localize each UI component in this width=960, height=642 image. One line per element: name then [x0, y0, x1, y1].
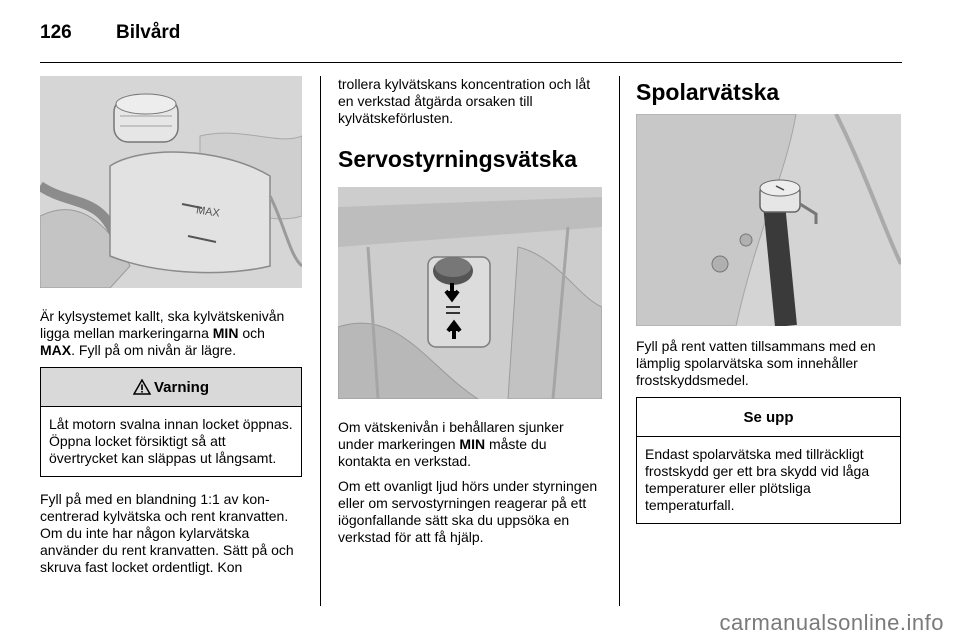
washer-fluid-heading: Spolarvätska — [636, 79, 780, 105]
page-number: 126 — [40, 22, 72, 43]
coolant-mix-text: Fyll på med en blandning 1:1 av koncentrerad kylvätska och rent kranvatten. Om du inte har någon kylarvätska använder du rent kranvatten. Sätt på och skruva fast locket ordentligt. Kon — [40, 491, 294, 575]
column-washer-fluid — [636, 76, 901, 534]
warning-body: Låt motorn svalna innan locket öppnas. Öppna locket försiktigt så att övertrycket kan släppas ut långsamt. — [49, 416, 293, 466]
coolant-level-text: Är kylsystemet kallt, ska kylvätskenivån ligga mellan markeringarna MIN och MAX. Fyll på om nivån är lägre. — [40, 308, 285, 358]
watermark: carmanualsonline.info — [719, 610, 944, 635]
column-power-steering — [338, 76, 602, 554]
column-divider — [619, 76, 620, 606]
caution-box — [636, 397, 901, 524]
power-steering-heading: Servostyrningsvätska — [338, 146, 578, 172]
power-steering-reservoir-illustration — [338, 187, 602, 399]
warning-title: Varning — [153, 378, 209, 396]
coolant-reservoir-illustration — [40, 76, 302, 288]
warning-box — [40, 367, 302, 477]
caution-body: Endast spolarvätska med tillräckligt frostskydd ger ett bra skydd vid låga temperaturer eller plötsliga temperaturfall. — [645, 446, 870, 513]
power-steering-noise-text: Om ett ovanligt ljud hörs under styrningen eller om servostyrningen reagerar på ett iögonfallande sätt ska du uppsöka en verkstad för att få hjälp. — [338, 478, 598, 545]
warning-triangle-icon — [133, 379, 151, 395]
washer-fluid-text: Fyll på rent vatten tillsammans med en lämplig spolarvätska som innehåller frostskyddsmedel. — [636, 338, 876, 388]
max-mark-label: MAX — [195, 204, 221, 220]
coolant-continued-text: trollera kylvätskans koncentration och låt en verkstad åtgärda orsaken till kylvätskeförlusten. — [338, 76, 591, 126]
power-steering-level-text: Om vätskenivån i behållaren sjunker under markeringen MIN måste du kontakta en verkstad. — [338, 419, 564, 469]
caution-header — [637, 398, 900, 437]
section-title: Bilvård — [116, 22, 181, 43]
washer-fluid-reservoir-illustration — [636, 114, 901, 326]
page-header — [40, 18, 902, 63]
caution-title: Se upp — [743, 408, 794, 426]
column-coolant — [40, 76, 302, 584]
column-divider — [320, 76, 321, 606]
warning-header — [41, 368, 301, 407]
